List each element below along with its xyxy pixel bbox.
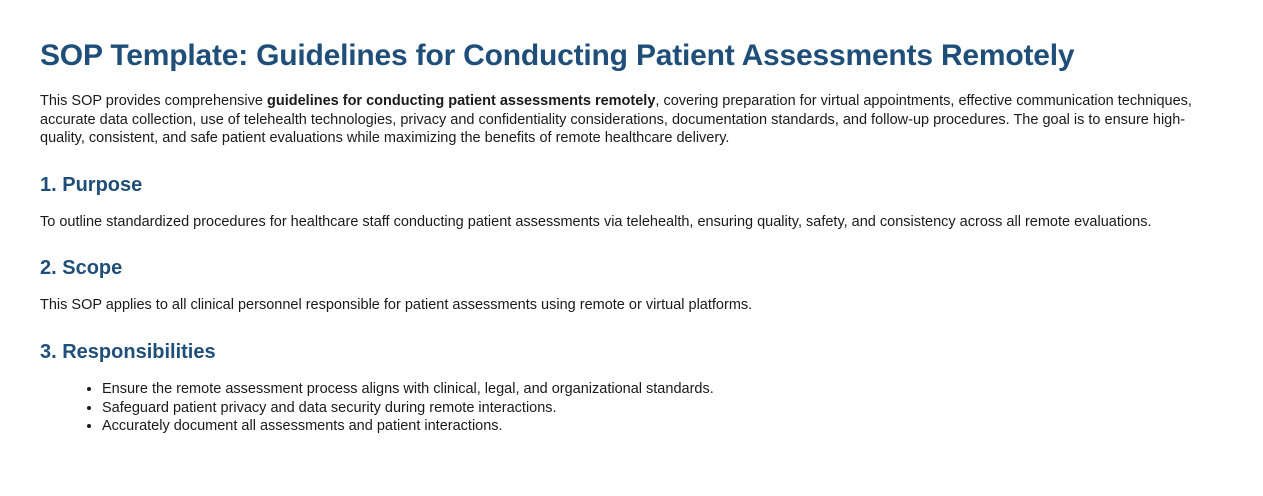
section-body-scope: This SOP applies to all clinical personnel responsible for patient assessments using remote or virtual platforms.	[40, 297, 753, 314]
section-heading-scope: 2. Scope	[40, 257, 123, 280]
page-title: SOP Template: Guidelines for Conducting Patient Assessments Remotely	[40, 39, 1075, 72]
list-item: • Ensure the remote assessment process aligns with clinical, legal, and organizational standards.	[102, 380, 1223, 399]
section-purpose	[40, 174, 1223, 232]
section-body-purpose: To outline standardized procedures for healthcare staff conducting patient assessments via telehealth, ensuring quality, safety, and consistency across all remote evaluations.	[40, 213, 1152, 230]
section-heading-responsibilities: 3. Responsibilities	[40, 340, 216, 363]
intro-text-bold: guidelines for conducting patient assessments remotely	[267, 93, 656, 109]
list-item: • Accurately document all assessments and patient interactions.	[102, 417, 1223, 436]
section-scope	[40, 257, 1223, 315]
intro-text-after: , covering preparation for virtual appointments, effective communication techniques, accurate data collection, use of telehealth technologies, privacy and confidentiality considerations, documentation standards, and follow-up procedures. The goal is to ensure high-quality, consistent, and safe patient evaluations while maximizing the benefits of remote healthcare delivery.	[40, 93, 1192, 147]
section-heading-purpose: 1. Purpose	[40, 173, 143, 196]
section-responsibilities	[40, 341, 1223, 437]
list-item: • Safeguard patient privacy and data security during remote interactions.	[102, 399, 1223, 418]
intro-text-before: This SOP provides comprehensive	[40, 93, 268, 109]
intro-paragraph	[40, 92, 1223, 148]
responsibilities-list	[40, 380, 1223, 437]
